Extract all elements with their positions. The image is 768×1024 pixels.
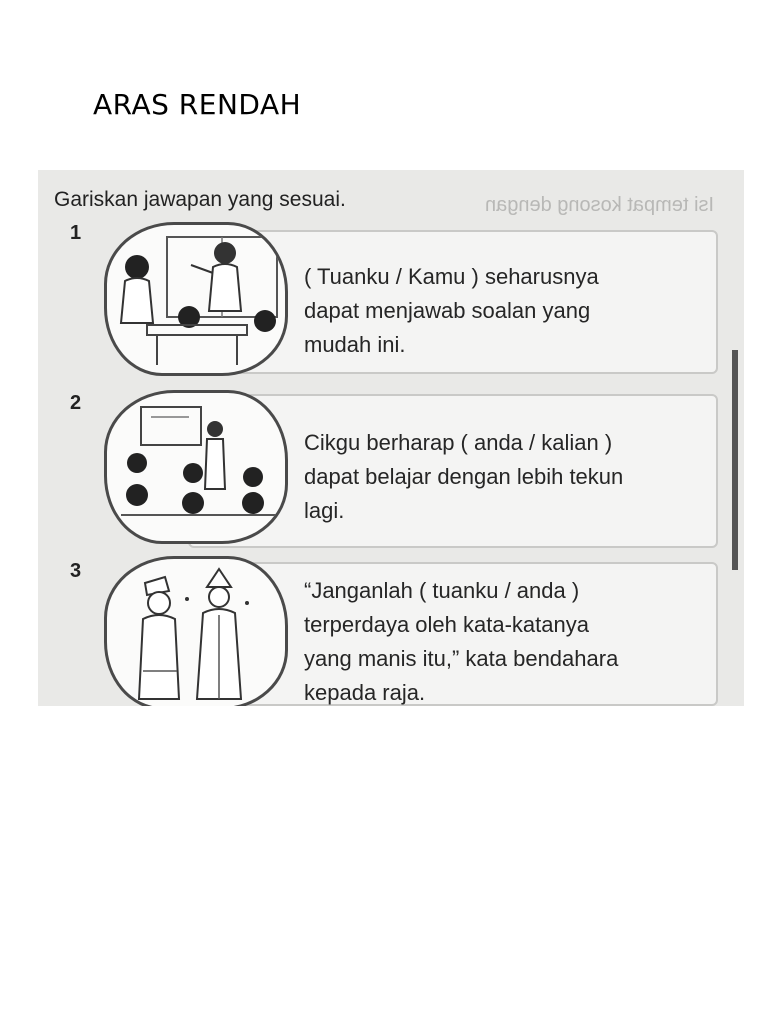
question-number: 2 [70,392,82,414]
binding-shadow [732,350,738,570]
instruction-text: Gariskan jawapan yang sesuai. [54,188,346,211]
classroom-students-at-desks-icon [104,390,288,544]
question-text-1[interactable]: ( Tuanku / Kamu ) seharusnya dapat menjawab soalan yang mudah ini. [304,264,599,357]
question-number: 1 [70,222,82,244]
page-heading: ARAS RENDAH [93,88,302,121]
bleed-through-text: Isi tempat kosong dengan [484,194,714,216]
question-text-2[interactable]: Cikgu berharap ( anda / kalian ) dapat belajar dengan lebih tekun lagi. [304,430,624,523]
worksheet-scan [38,170,744,706]
question-text-3[interactable]: “Janganlah ( tuanku / anda ) terperdaya oleh kata-katanya yang manis itu,” kata bendahara kepada raja. [304,578,619,705]
king-and-bendahara-icon [104,556,288,706]
question-number: 3 [70,560,82,582]
classroom-teacher-and-student-icon [104,222,288,376]
